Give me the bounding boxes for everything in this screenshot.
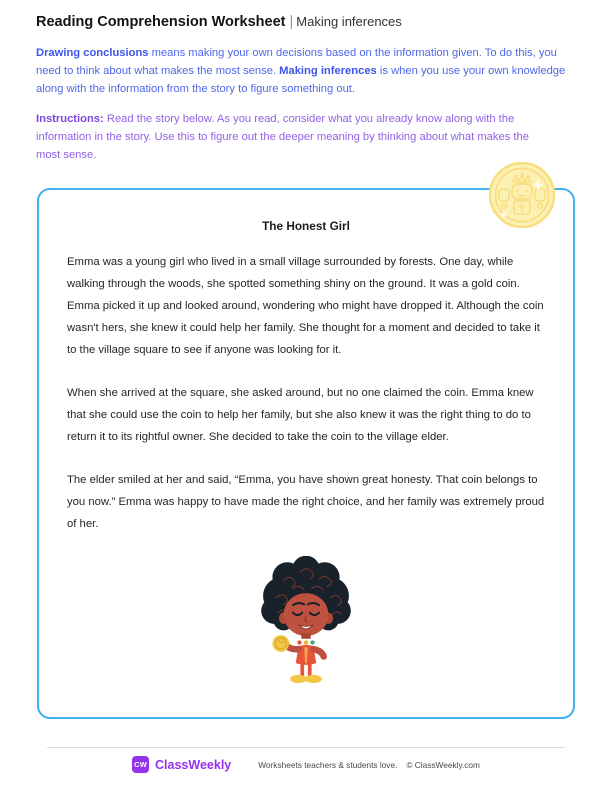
story-paragraph: Emma was a young girl who lived in a small village surrounded by forests. One day, while walking through the woods, she spotted something shiny on the ground. It was a gold coin. Emma picked it up and looked around, wondering who might have dropped it. Although the coin wasn't hers, she knew it could help her family. She thought for a moment and decided to take it to the village square to see if anyone was looking for it. (67, 256, 544, 357)
story-illustration (67, 556, 545, 688)
page-title (36, 14, 576, 31)
title-separator: | (289, 14, 294, 30)
brand-name: ClassWeekly (155, 757, 232, 772)
page-header (36, 14, 576, 31)
page-title-subtitle: Making inferences (296, 14, 402, 29)
page-footer (0, 756, 612, 773)
footer-tagline: Worksheets teachers & students love. (258, 759, 398, 770)
girl-with-coin-illustration (250, 556, 362, 688)
coin-medal-icon (489, 162, 555, 228)
footer-divider (47, 747, 565, 748)
instructions-text: Read the story below. As you read, consider what you already know along with the information in the story. Use this to figure out the deeper meaning by thinking about what makes the most sense. (36, 113, 529, 162)
brand-logo (132, 756, 231, 773)
story-paragraph: The elder smiled at her and said, “Emma, you have shown great honesty. That coin belongs to you now.” Emma was happy to have made the right choice, and her family was extremely proud of her. (67, 474, 545, 531)
story-title: The Honest Girl (262, 219, 350, 233)
page-title-main: Reading Comprehension Worksheet (36, 14, 286, 30)
intro-text-2: is when you use your own knowledge along with the information from the story to figure something out. (36, 65, 566, 96)
story-paragraph: When she arrived at the square, she asked around, but no one claimed the coin. Emma knew that she could use the coin to help her family, but she also knew it was the right thing to do to return it to its rightful owner. She decided to take the coin to the village elder. (67, 387, 534, 444)
intro-term-drawing-conclusions: Drawing conclusions (36, 47, 149, 59)
intro-term-making-inferences: Making inferences (279, 65, 377, 78)
story-body (67, 233, 545, 688)
footer-copyright: © ClassWeekly.com (406, 759, 480, 770)
classweekly-badge-icon: CW (132, 756, 149, 773)
intro-text-1: means making your own decisions based on the information given. To do this, you need to think about what makes the most sense. (36, 47, 557, 78)
story-card (37, 188, 575, 719)
instructions-label: Instructions: (36, 113, 104, 125)
intro-paragraph (36, 44, 576, 98)
instructions-paragraph (36, 110, 556, 164)
